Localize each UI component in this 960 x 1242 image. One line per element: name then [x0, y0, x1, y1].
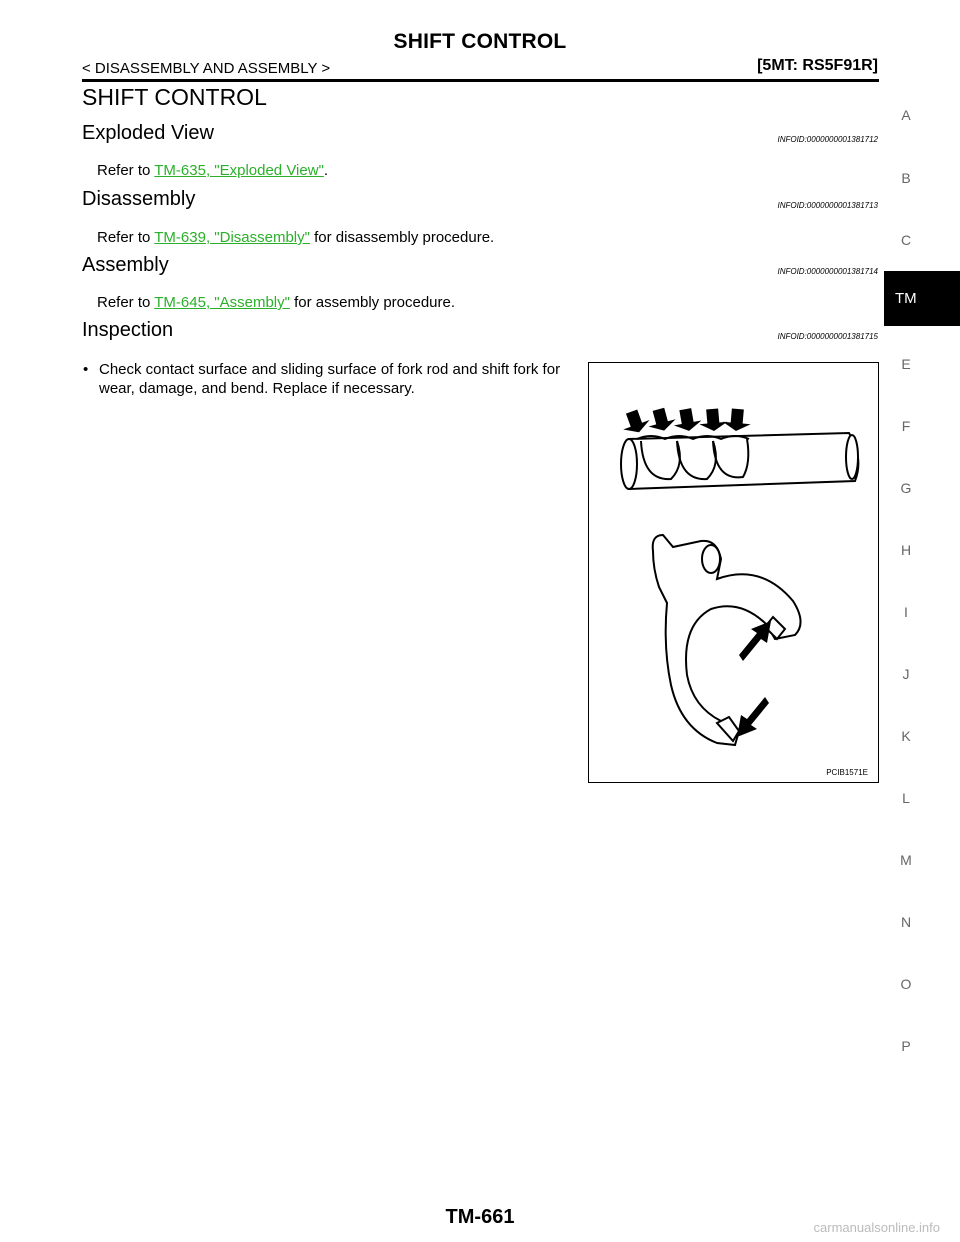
infoid-assembly: INFOID:0000000001381714: [777, 267, 878, 276]
side-index-l[interactable]: L: [902, 790, 910, 806]
reference-paragraph-exploded-view: [97, 162, 328, 179]
footer-watermark: carmanualsonline.info: [813, 1220, 940, 1235]
reference-suffix: for assembly procedure.: [289, 294, 456, 311]
figure-code: PCIB1571E: [826, 768, 868, 777]
reference-suffix: for disassembly procedure.: [309, 229, 495, 246]
side-index-i[interactable]: I: [904, 604, 908, 620]
section-title: SHIFT CONTROL: [82, 84, 267, 110]
subsection-title-disassembly: Disassembly: [82, 188, 196, 210]
infoid-disassembly: INFOID:0000000001381713: [777, 201, 878, 210]
infoid-exploded-view: INFOID:0000000001381712: [777, 135, 878, 144]
side-index-n[interactable]: N: [900, 914, 912, 930]
reference-paragraph-assembly: [97, 294, 455, 311]
inspection-bullet-item: [83, 360, 583, 398]
page-number: TM-661: [445, 1206, 515, 1228]
side-index-g[interactable]: G: [900, 480, 912, 496]
side-index-k[interactable]: K: [901, 728, 911, 744]
side-index-j[interactable]: J: [902, 666, 910, 682]
inspection-figure: [588, 362, 879, 783]
side-index-p[interactable]: P: [901, 1038, 911, 1054]
model-code: [5MT: RS5F91R]: [757, 57, 878, 74]
side-index-h[interactable]: H: [900, 542, 912, 558]
side-index-tm-active[interactable]: TM: [884, 271, 960, 326]
shift-fork-illustration-icon: [589, 363, 878, 782]
reference-prefix: Refer to: [97, 162, 155, 179]
reference-paragraph-disassembly: [97, 229, 494, 246]
inspection-text: Check contact surface and sliding surface of fork rod and shift fork for wear, damage, and bend. Replace if necessary.: [99, 361, 561, 397]
side-index-c[interactable]: C: [900, 232, 912, 248]
header-divider: [82, 79, 879, 82]
subsection-title-assembly: Assembly: [82, 254, 169, 276]
side-index-e[interactable]: E: [901, 356, 911, 372]
side-index-f[interactable]: F: [901, 418, 911, 434]
infoid-inspection: INFOID:0000000001381715: [777, 332, 878, 341]
side-index-o[interactable]: O: [900, 976, 912, 992]
bullet-icon: •: [83, 361, 89, 378]
reference-suffix: .: [323, 162, 329, 179]
side-index-m[interactable]: M: [900, 852, 912, 868]
link-tm-645[interactable]: TM-645, "Assembly": [154, 294, 290, 311]
subsection-title-exploded-view: Exploded View: [82, 122, 214, 144]
page-header-title: SHIFT CONTROL: [393, 30, 567, 53]
link-tm-635[interactable]: TM-635, "Exploded View": [154, 162, 324, 179]
side-index-a[interactable]: A: [901, 107, 911, 123]
link-tm-639[interactable]: TM-639, "Disassembly": [154, 229, 310, 246]
reference-prefix: Refer to: [97, 294, 155, 311]
breadcrumb: < DISASSEMBLY AND ASSEMBLY >: [82, 60, 331, 77]
reference-prefix: Refer to: [97, 229, 155, 246]
subsection-title-inspection: Inspection: [82, 319, 174, 341]
side-index-b[interactable]: B: [901, 170, 911, 186]
